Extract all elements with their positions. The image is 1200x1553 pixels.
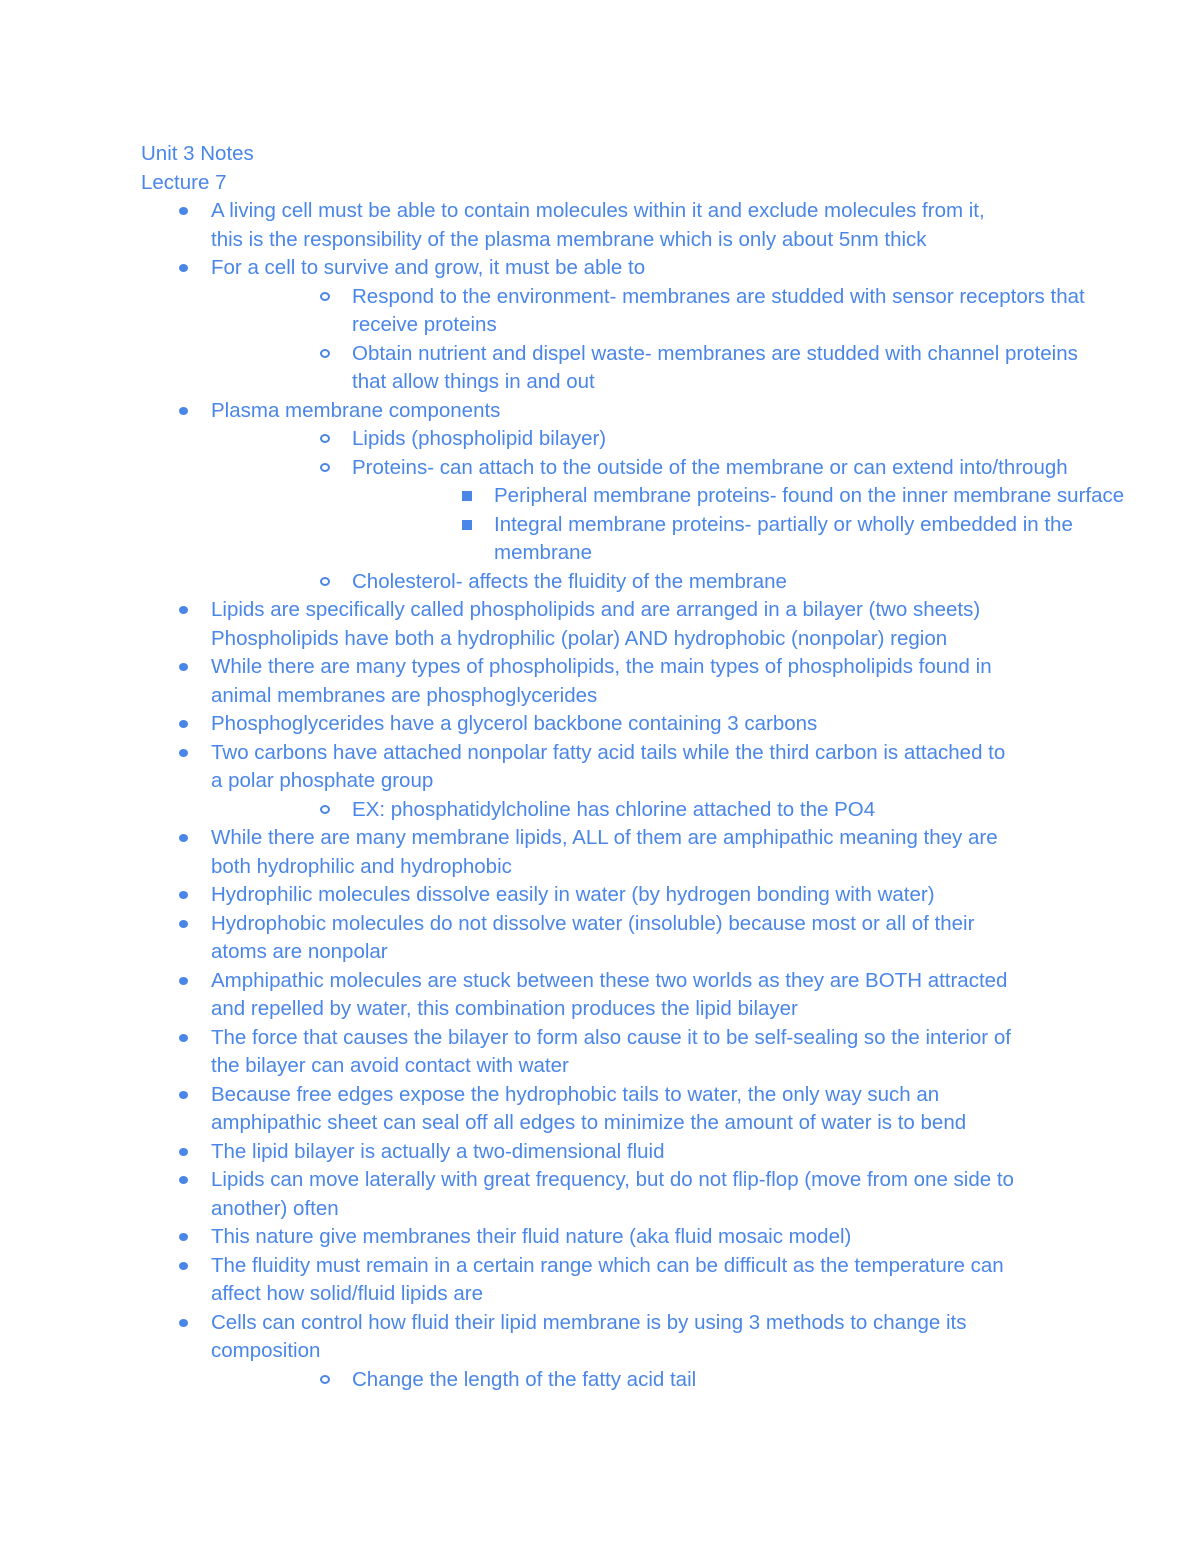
sub-list-item — [281, 340, 1078, 397]
bullet-circle-icon — [320, 577, 330, 586]
bullet-disc-icon — [179, 749, 188, 757]
bullet-disc-icon — [179, 1176, 188, 1184]
item-text-line: Lipids can move laterally with great frequency, but do not flip-flop (move from one side to — [211, 1168, 1014, 1191]
bullet-disc-icon — [179, 720, 188, 728]
bullet-disc-icon — [179, 920, 188, 928]
nested-list — [352, 482, 1125, 568]
bullet-square-icon — [462, 491, 472, 501]
bullet-circle-icon — [320, 1375, 330, 1384]
sub-list-item — [281, 454, 1125, 568]
bullet-disc-icon — [179, 606, 188, 614]
item-text-line: receive proteins — [352, 313, 497, 336]
item-text-line: Obtain nutrient and dispel waste- membranes are studded with channel proteins — [352, 341, 1078, 365]
item-text-line: Two carbons have attached nonpolar fatty acid tails while the third carbon is attached to — [211, 740, 1006, 764]
item-text-line: The lipid bilayer is actually a two-dimensional fluid — [211, 1139, 665, 1163]
bullet-disc-icon — [179, 1148, 188, 1156]
item-text-line: Peripheral membrane proteins- found on the inner membrane surface — [494, 484, 1125, 507]
item-text-line: A living cell must be able to contain molecules within it and exclude molecules from it, — [211, 199, 985, 222]
item-text-line: Cells can control how fluid their lipid membrane is by using 3 methods to change its — [211, 1310, 967, 1334]
bullet-circle-icon — [320, 434, 330, 443]
item-text-line: and repelled by water, this combination produces the lipid bilayer — [211, 997, 798, 1020]
sub-list-item — [281, 568, 1071, 597]
item-text-line: affect how solid/fluid lipids are — [211, 1282, 483, 1305]
sub-list-item — [281, 425, 1071, 454]
sub-list-item — [281, 796, 1071, 825]
list-item — [141, 254, 1085, 397]
item-text-line: Lipids (phospholipid bilayer) — [352, 427, 607, 450]
bullet-disc-icon — [179, 1233, 188, 1241]
sub-sub-list-item — [423, 511, 1071, 568]
bullet-disc-icon — [179, 264, 188, 272]
list-item — [141, 1166, 1071, 1223]
list-item — [141, 1081, 1071, 1138]
item-text-line: both hydrophilic and hydrophobic — [211, 854, 512, 878]
list-item — [141, 967, 1071, 1024]
bullet-circle-icon — [320, 463, 330, 472]
bullet-disc-icon — [179, 1091, 188, 1099]
list-item — [141, 197, 1071, 254]
item-text-line: Lipids are specifically called phospholipids and are arranged in a bilayer (two sheets) — [211, 598, 981, 621]
notes-content — [141, 140, 1125, 1394]
item-text-line: Cholesterol- affects the fluidity of the membrane — [352, 569, 787, 593]
list-item — [141, 910, 1071, 967]
item-text-line: atoms are nonpolar — [211, 940, 388, 963]
item-text-line: membrane — [494, 541, 592, 564]
bullet-disc-icon — [179, 407, 188, 415]
page-subtitle: Lecture 7 — [141, 170, 227, 194]
item-text-line: While there are many membrane lipids, ALL of them are amphipathic meaning they are — [211, 826, 998, 849]
item-text-line: Phosphoglycerides have a glycerol backbone containing 3 carbons — [211, 712, 818, 735]
item-text-line: Hydrophilic molecules dissolve easily in water (by hydrogen bonding with water) — [211, 883, 935, 906]
item-text-line: The force that causes the bilayer to form also cause it to be self-sealing so the interior of — [211, 1025, 1011, 1049]
nested-list — [211, 1366, 1071, 1395]
bullet-disc-icon — [179, 1319, 188, 1327]
item-text-line: this is the responsibility of the plasma membrane which is only about 5nm thick — [211, 227, 927, 251]
notes-list — [141, 197, 1125, 1394]
bullet-square-icon — [462, 520, 472, 530]
bullet-disc-icon — [179, 834, 188, 842]
list-item — [141, 1138, 1071, 1167]
sub-list-item — [281, 283, 1085, 340]
item-text-line: Because free edges expose the hydrophobic tails to water, the only way such an — [211, 1082, 940, 1106]
item-text-line: While there are many types of phospholipids, the main types of phospholipids found in — [211, 655, 992, 678]
sub-list-item — [281, 1366, 1071, 1395]
bullet-circle-icon — [320, 292, 330, 301]
list-item — [141, 881, 1071, 910]
nested-list — [211, 283, 1085, 397]
item-text-line: composition — [211, 1339, 321, 1362]
bullet-disc-icon — [179, 663, 188, 671]
item-text-line: Integral membrane proteins- partially or wholly embedded in the — [494, 512, 1073, 536]
bullet-disc-icon — [179, 1034, 188, 1042]
item-text-line: Plasma membrane components — [211, 398, 501, 422]
page-title: Unit 3 Notes — [141, 142, 254, 165]
item-text-line: For a cell to survive and grow, it must be able to — [211, 256, 646, 279]
item-text-line: Proteins- can attach to the outside of the membrane or can extend into/through — [352, 455, 1068, 479]
item-text-line: This nature give membranes their fluid nature (aka fluid mosaic model) — [211, 1225, 852, 1248]
item-text-line: amphipathic sheet can seal off all edges to minimize the amount of water is to bend — [211, 1111, 967, 1134]
item-text-line: a polar phosphate group — [211, 769, 434, 792]
item-text-line: The fluidity must remain in a certain range which can be difficult as the temperature can — [211, 1253, 1004, 1277]
item-text-line: Amphipathic molecules are stuck between these two worlds as they are BOTH attracted — [211, 968, 1008, 992]
bullet-disc-icon — [179, 977, 188, 985]
list-item — [141, 710, 1071, 739]
item-text-line: Hydrophobic molecules do not dissolve water (insoluble) because most or all of their — [211, 911, 975, 935]
list-item — [141, 824, 1071, 881]
list-item — [141, 653, 1071, 710]
item-text-line: Phospholipids have both a hydrophilic (polar) AND hydrophobic (nonpolar) region — [211, 626, 948, 650]
list-item — [141, 397, 1125, 597]
nested-list — [211, 425, 1125, 596]
list-item — [141, 1024, 1071, 1081]
bullet-circle-icon — [320, 805, 330, 814]
item-text-line: Respond to the environment- membranes are studded with sensor receptors that — [352, 284, 1085, 308]
sub-sub-list-item — [423, 482, 1125, 511]
list-item — [141, 1223, 1071, 1252]
nested-list — [211, 796, 1071, 825]
list-item — [141, 1309, 1071, 1395]
bullet-disc-icon — [179, 891, 188, 899]
item-text-line: another) often — [211, 1196, 339, 1220]
item-text-line: animal membranes are phosphoglycerides — [211, 683, 598, 707]
item-text-line: Change the length of the fatty acid tail — [352, 1367, 697, 1391]
item-text-line: EX: phosphatidylcholine has chlorine attached to the PO4 — [352, 797, 876, 821]
list-item — [141, 596, 1071, 653]
item-text-line: that allow things in and out — [352, 370, 595, 393]
bullet-disc-icon — [179, 207, 188, 215]
bullet-disc-icon — [179, 1262, 188, 1270]
item-text-line: the bilayer can avoid contact with water — [211, 1054, 569, 1077]
bullet-circle-icon — [320, 349, 330, 358]
list-item — [141, 1252, 1071, 1309]
list-item — [141, 739, 1071, 825]
